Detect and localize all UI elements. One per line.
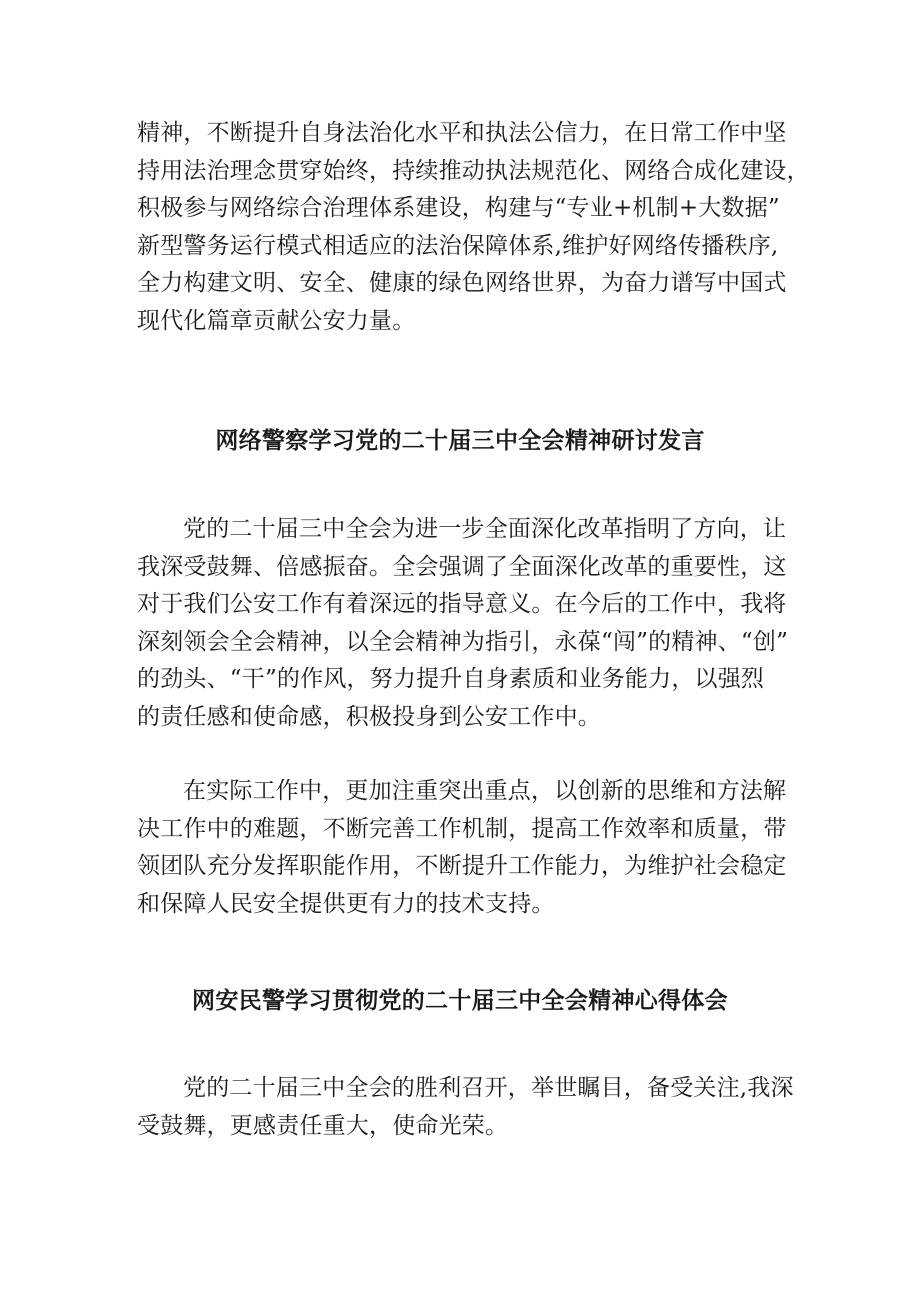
paragraph-line: 我深受鼓舞、倍感振奋。全会强调了全面深化改革的重要性，这 <box>137 553 787 580</box>
paragraph-line: 现代化篇章贡献公安力量。 <box>137 307 416 334</box>
paragraph-line: 积极参与网络综合治理体系建设，构建与“专业+机制+大数据” <box>137 195 780 221</box>
paragraph-line: 领团队充分发挥职能作用，不断提升工作能力，为维护社会稳定 <box>137 853 787 879</box>
section1-paragraph-1 <box>137 511 797 736</box>
paragraph-line: 在实际工作中，更加注重突出重点，以创新的思维和方法解 <box>183 778 787 804</box>
paragraph-line: 的责任感和使命感，积极投身到公安工作中。 <box>137 703 601 730</box>
section-title: 网安民警学习贯彻党的二十届三中全会精神心得体会 <box>192 988 728 1014</box>
section1-paragraph-2 <box>137 773 797 923</box>
paragraph-line: 党的二十届三中全会为进一步全面深化改革指明了方向，让 <box>183 516 787 542</box>
paragraph-line: 精神，不断提升自身法治化水平和执法公信力，在日常工作中坚 <box>137 120 787 146</box>
section-title: 网络警察学习党的二十届三中全会精神研讨发言 <box>215 428 705 454</box>
paragraph-line: 的劲头、“干”的作风，努力提升自身素质和业务能力，以强烈 <box>137 666 765 692</box>
section2-paragraph-1 <box>137 1070 797 1145</box>
paragraph-line: 对于我们公安工作有着深远的指导意义。在今后的工作中，我将 <box>137 591 787 617</box>
paragraph-line: 持用法治理念贯穿始终，持续推动执法规范化、网络合成化建设， <box>137 157 810 184</box>
paragraph-line: 受鼓舞，更感责任重大，使命光荣。 <box>137 1112 509 1139</box>
continuation-paragraph <box>137 115 810 340</box>
paragraph-line: 新型警务运行模式相适应的法治保障体系,维护好网络传播秩序, <box>137 232 779 259</box>
paragraph-line: 决工作中的难题，不断完善工作机制，提高工作效率和质量，带 <box>137 815 787 842</box>
paragraph-line: 党的二十届三中全会的胜利召开，举世瞩目，备受关注,我深 <box>183 1075 794 1101</box>
paragraph-line: 深刻领会全会精神，以全会精神为指引，永葆“闯”的精神、“创” <box>137 628 789 655</box>
paragraph-line: 和保障人民安全提供更有力的技术支持。 <box>137 890 555 917</box>
paragraph-line: 全力构建文明、安全、健康的绿色网络世界，为奋力谱写中国式 <box>137 270 787 296</box>
